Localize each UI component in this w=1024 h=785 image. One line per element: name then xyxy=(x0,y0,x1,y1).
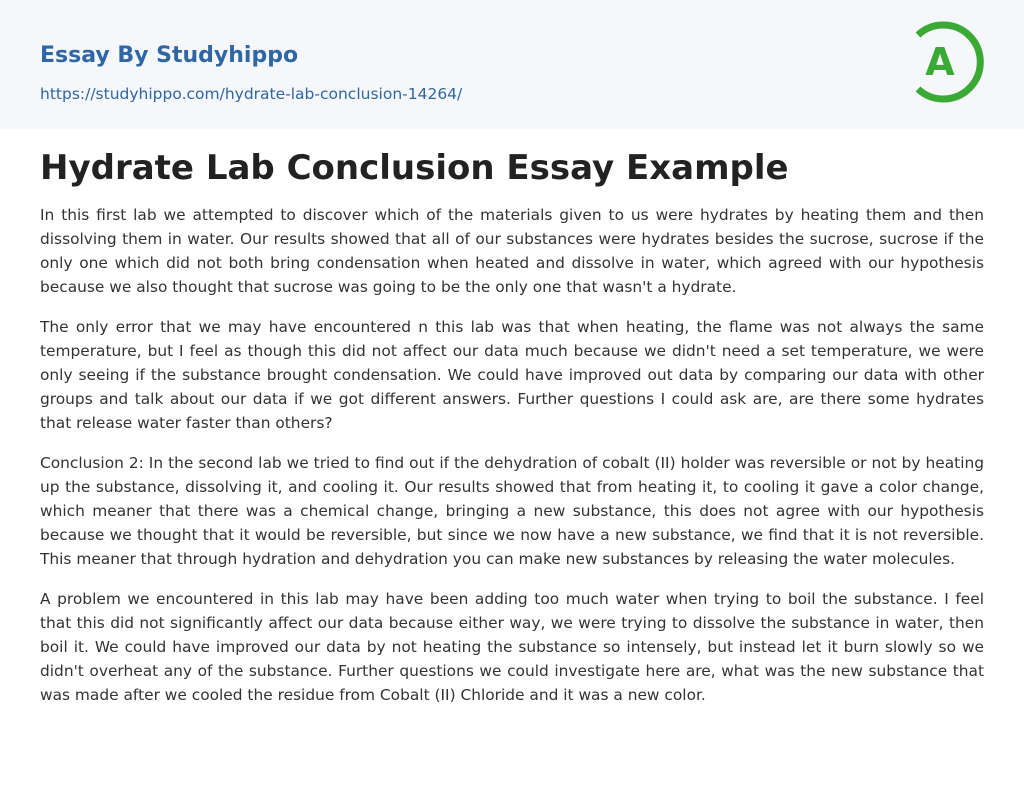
article-paragraph-3: Conclusion 2: In the second lab we tried to find out if the dehydration of cobalt (II) holder was reversible or not by heating up the substance, dissolving it, and cooling it. Our results showed that from heating it, to cooling it gave a color change, which meaner that there was a chemical change, bringing a new substance, this does not agree with our hypothesis because we thought that it would be reversible, but since we now have a new substance, we find that it is not reversible. This meaner that through hydration and dehydration you can make new substances by releasing the water molecules. xyxy=(40,454,984,568)
source-url-link[interactable]: https://studyhippo.com/hydrate-lab-conclusion-14264/ xyxy=(40,85,463,103)
article-paragraph-4: A problem we encountered in this lab may have been adding too much water when trying to boil the substance. I feel that this did not significantly affect our data because either way, we were trying to dissolve the substance in water, then boil it. We could have improved our data by not heating the substance so intensely, but instead let it burn slowly so we didn't overheat any of the substance. Further questions we could investigate here are, what was the new substance that was made after we cooled the residue from Cobalt (II) Chloride and it was a new color. xyxy=(40,590,984,704)
article-paragraph-2: The only error that we may have encountered n this lab was that when heating, the flame was not always the same temperature, but I feel as though this did not affect our data much because we didn't need a set temperature, we were only seeing if the substance brought condensation. We could have improved out data by comparing our data with other groups and talk about our data if we got different answers. Further questions I could ask are, are there some hydrates that release water faster than others? xyxy=(40,318,984,432)
article-body xyxy=(0,129,1024,707)
page-header xyxy=(0,0,1024,129)
logo-letter: A xyxy=(925,40,955,84)
brand-title: Essay By Studyhippo xyxy=(40,43,299,68)
article-title: Hydrate Lab Conclusion Essay Example xyxy=(40,148,789,188)
article-paragraph-1: In this first lab we attempted to discover which of the materials given to us were hydrates by heating them and then dissolving them in water. Our results showed that all of our substances were hydrates besides the sucrose, sucrose if the only one which did not both bring condensation when heated and dissolve in water, which agreed with our hypothesis because we also thought that sucrose was going to be the only one that wasn't a hydrate. xyxy=(40,206,984,296)
studyhippo-logo-icon[interactable] xyxy=(910,18,988,106)
